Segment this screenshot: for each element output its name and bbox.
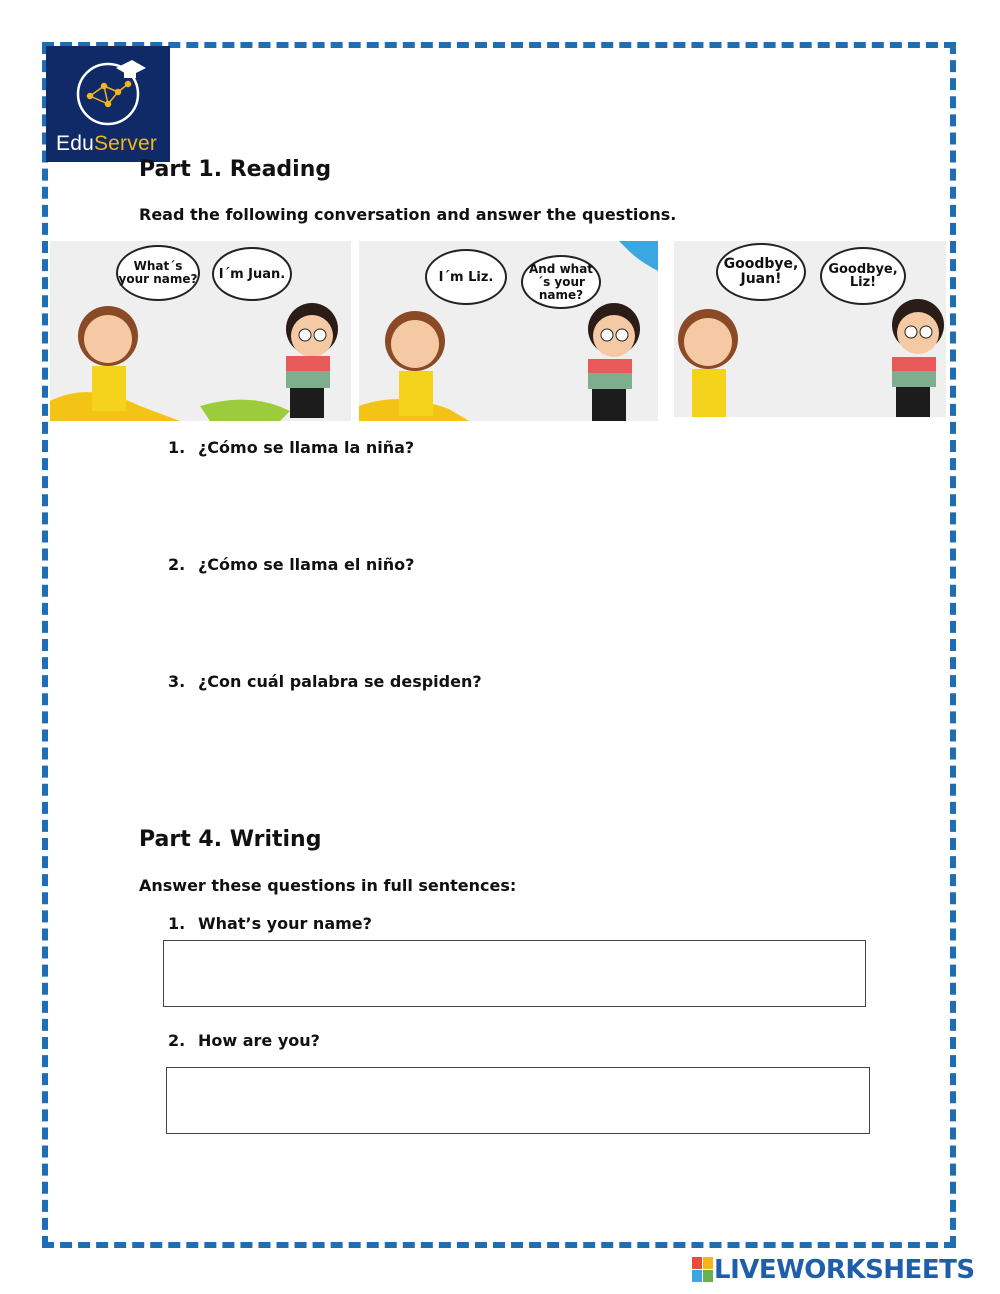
kids-illustration [674, 241, 946, 417]
reading-question-2: 2. ¿Cómo se llama el niño? [168, 555, 415, 574]
reading-question-3: 3. ¿Con cuál palabra se despiden? [168, 672, 482, 691]
speech-bubble: And what´s your name? [521, 255, 601, 309]
writing-question-2: 2. How are you? [168, 1031, 320, 1050]
eduserver-logo [46, 46, 170, 162]
writing-question-1: 1. What’s your name? [168, 914, 372, 933]
logo-wordmark: EduServer [56, 132, 158, 155]
live-badge-icon [692, 1257, 714, 1283]
answer-box-1[interactable] [163, 940, 866, 1007]
liveworksheets-logo[interactable] [692, 1254, 975, 1286]
speech-bubble: I´m Juan. [212, 247, 292, 301]
globe-cap-icon [46, 46, 170, 136]
part4-title: Part 4. Writing [139, 827, 322, 852]
part1-title: Part 1. Reading [139, 157, 332, 182]
comic-panel-3 [674, 241, 946, 417]
reading-question-1: 1. ¿Cómo se llama la niña? [168, 438, 415, 457]
speech-bubble: Goodbye, Juan! [716, 243, 806, 301]
liveworksheets-wordmark: LIVEWORKSHEETS [714, 1255, 975, 1285]
part1-instruction: Read the following conversation and answer the questions. [139, 205, 677, 224]
kids-illustration [359, 241, 658, 421]
speech-bubble: Goodbye, Liz! [820, 247, 906, 305]
part4-instruction: Answer these questions in full sentences: [139, 876, 517, 895]
comic-panel-2 [359, 241, 658, 421]
kids-illustration [50, 241, 351, 421]
comic-panel-1 [50, 241, 351, 421]
speech-bubble: I´m Liz. [425, 249, 507, 305]
speech-bubble: What´s your name? [116, 245, 200, 301]
answer-box-2[interactable] [166, 1067, 870, 1134]
